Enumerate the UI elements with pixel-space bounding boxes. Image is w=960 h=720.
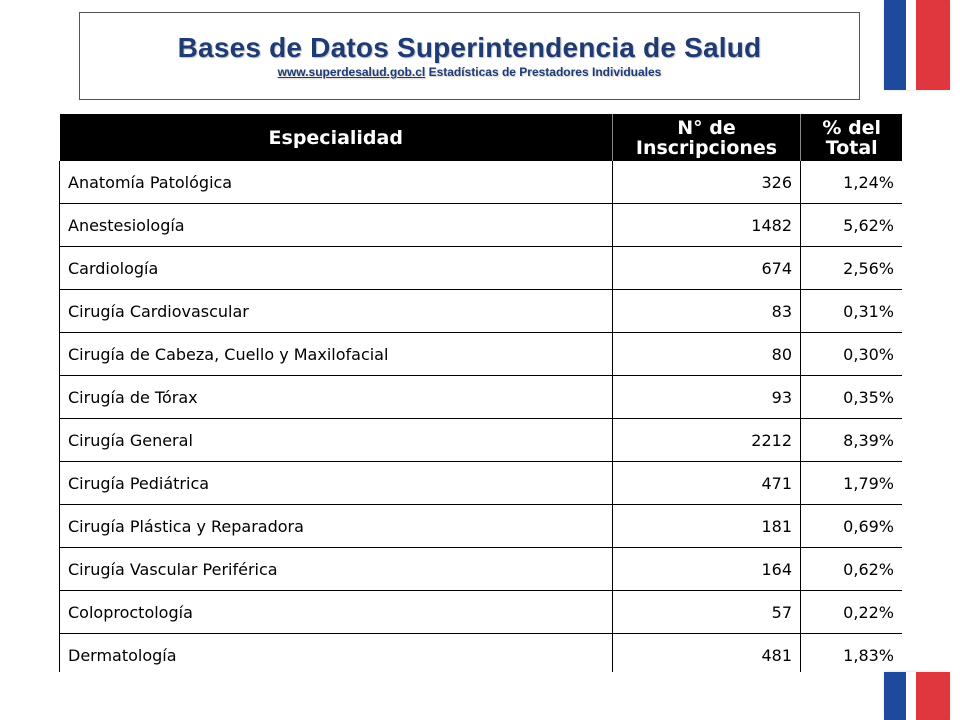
website-link[interactable]: www.superdesalud.gob.cl xyxy=(277,65,426,79)
cell-inscripciones: 93 xyxy=(613,376,801,419)
cell-especialidad: Coloproctología xyxy=(60,591,613,634)
table-header-row xyxy=(60,114,903,161)
table-row xyxy=(60,634,903,673)
flag-white-band xyxy=(906,672,916,720)
table-row xyxy=(60,419,903,462)
flag-blue-band xyxy=(884,0,906,90)
table-row xyxy=(60,161,903,204)
flag-red-band xyxy=(916,0,950,90)
flag-white-band xyxy=(906,0,916,90)
table-row xyxy=(60,462,903,505)
cell-porcentaje: 0,31% xyxy=(801,290,903,333)
table-row xyxy=(60,333,903,376)
cell-especialidad: Cirugía Pediátrica xyxy=(60,462,613,505)
table-row xyxy=(60,548,903,591)
table-row xyxy=(60,290,903,333)
cell-porcentaje: 1,79% xyxy=(801,462,903,505)
column-header-especialidad: Especialidad xyxy=(60,114,613,161)
table-row xyxy=(60,591,903,634)
header-subtitle: Estadísticas de Prestadores Individuales xyxy=(428,65,662,79)
cell-inscripciones: 326 xyxy=(613,161,801,204)
table-container xyxy=(59,114,902,672)
header-subtitle-line xyxy=(80,65,859,79)
flag-stripe-top xyxy=(884,0,950,90)
cell-inscripciones: 471 xyxy=(613,462,801,505)
cell-porcentaje: 2,56% xyxy=(801,247,903,290)
cell-inscripciones: 83 xyxy=(613,290,801,333)
cell-inscripciones: 481 xyxy=(613,634,801,673)
cell-especialidad: Cirugía de Tórax xyxy=(60,376,613,419)
cell-porcentaje: 0,22% xyxy=(801,591,903,634)
table-body xyxy=(60,161,903,672)
cell-especialidad: Anestesiología xyxy=(60,204,613,247)
cell-porcentaje: 0,62% xyxy=(801,548,903,591)
table-row xyxy=(60,247,903,290)
cell-inscripciones: 674 xyxy=(613,247,801,290)
cell-inscripciones: 80 xyxy=(613,333,801,376)
column-header-inscripciones: N° de Inscripciones xyxy=(613,114,801,161)
page-title: Bases de Datos Superintendencia de Salud xyxy=(177,32,762,63)
cell-porcentaje: 8,39% xyxy=(801,419,903,462)
table-row xyxy=(60,505,903,548)
cell-especialidad: Cirugía Plástica y Reparadora xyxy=(60,505,613,548)
cell-porcentaje: 1,83% xyxy=(801,634,903,673)
cell-especialidad: Cirugía General xyxy=(60,419,613,462)
cell-especialidad: Cirugía de Cabeza, Cuello y Maxilofacial xyxy=(60,333,613,376)
table-row xyxy=(60,376,903,419)
cell-porcentaje: 5,62% xyxy=(801,204,903,247)
flag-stripe-bottom xyxy=(884,672,950,720)
cell-inscripciones: 2212 xyxy=(613,419,801,462)
cell-porcentaje: 0,35% xyxy=(801,376,903,419)
cell-especialidad: Cirugía Vascular Periférica xyxy=(60,548,613,591)
cell-inscripciones: 57 xyxy=(613,591,801,634)
cell-inscripciones: 164 xyxy=(613,548,801,591)
cell-inscripciones: 181 xyxy=(613,505,801,548)
column-header-porcentaje: % del Total xyxy=(801,114,903,161)
cell-especialidad: Cirugía Cardiovascular xyxy=(60,290,613,333)
header-box xyxy=(79,12,860,100)
cell-especialidad: Cardiología xyxy=(60,247,613,290)
cell-porcentaje: 1,24% xyxy=(801,161,903,204)
flag-blue-band xyxy=(884,672,906,720)
specialty-table xyxy=(59,114,902,672)
cell-especialidad: Anatomía Patológica xyxy=(60,161,613,204)
cell-inscripciones: 1482 xyxy=(613,204,801,247)
flag-red-band xyxy=(916,672,950,720)
cell-porcentaje: 0,69% xyxy=(801,505,903,548)
table-row xyxy=(60,204,903,247)
cell-especialidad: Dermatología xyxy=(60,634,613,673)
cell-porcentaje: 0,30% xyxy=(801,333,903,376)
